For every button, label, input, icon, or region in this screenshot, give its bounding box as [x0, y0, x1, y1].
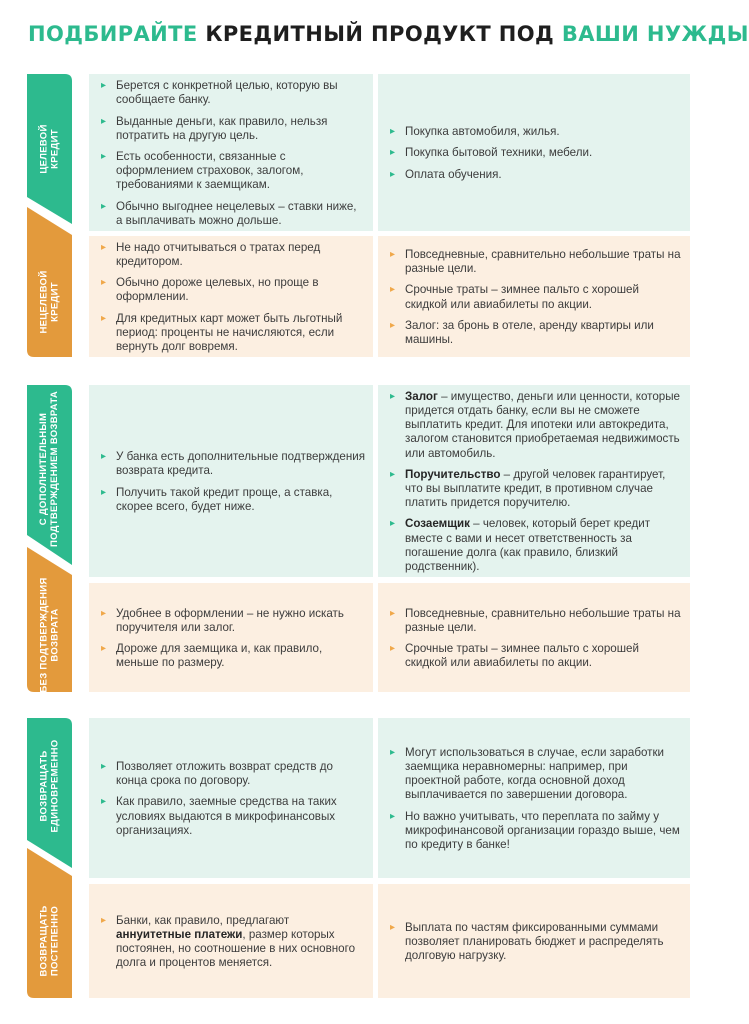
tab-label: ВОЗВРАЩАТЬ ЕДИНОВРЕМЕННО: [38, 739, 61, 833]
untargeted-pros-cell: [89, 236, 373, 357]
term-annuity: аннуитетные платежи: [116, 927, 243, 941]
lump-sum-uses-cell: [378, 718, 690, 878]
list-item: ▸ Выплата по частям фиксированными суммами позволяет планировать бюджет и распределять долговую нагрузку.: [390, 921, 682, 964]
list-item: ▸ У банка есть дополнительные подтверждения возврата кредита.: [101, 450, 365, 478]
tab-without-guarantee: [27, 547, 72, 692]
list-item: ▸ Как правило, заемные средства на таких условиях выдаются в микрофинансовых организациях.: [101, 795, 365, 838]
term-surety: Поручительство: [405, 467, 501, 481]
tab-label: ВОЗВРАЩАТЬ ПОСТЕПЕННО: [38, 905, 61, 977]
lump-sum-pros-cell: [89, 718, 373, 878]
tab-untargeted-credit: [27, 207, 72, 357]
list-item: ▸ Есть особенности, связанные с оформлением страховок, залогом, требованиями к заемщикам.: [101, 150, 365, 193]
list-item: ▸ Повседневные, сравнительно небольшие траты на разные цели.: [390, 248, 682, 276]
tab-installments: [27, 848, 72, 998]
installments-uses-cell: [378, 884, 690, 998]
list-item: ▸ Удобнее в оформлении – не нужно искать поручителя или залог.: [101, 607, 365, 635]
list-item: ▸ Срочные траты – зимнее пальто с хорошей скидкой или авиабилеты по акции.: [390, 642, 682, 670]
list-item: ▸ Срочные траты – зимнее пальто с хорошей скидкой или авиабилеты по акции.: [390, 283, 682, 311]
list-item: ▸ Но важно учитывать, что переплата по займу у микрофинансовой организации гораздо выше, чем по кредиту в банке!: [390, 810, 682, 853]
title-part-2: КРЕДИТНЫЙ ПРОДУКТ ПОД: [205, 22, 555, 46]
list-item: ▸ Поручительство – другой человек гарантирует, что вы выплатите кредит, в противном случае платить придется поручителю.: [390, 468, 682, 511]
guarantee-types-cell: [378, 385, 690, 577]
list-item: ▸ Выданные деньги, как правило, нельзя потратить на другую цель.: [101, 115, 365, 143]
tab-label: ЦЕЛЕВОЙ КРЕДИТ: [38, 124, 61, 174]
term-coborrower: Созаемщик: [405, 517, 470, 531]
list-item: ▸ Залог: за бронь в отеле, аренду квартиры или машины.: [390, 319, 682, 347]
tab-targeted-credit: [27, 74, 72, 224]
installments-pros-cell: [89, 884, 373, 998]
targeted-uses-cell: [378, 74, 690, 231]
title-part-3: ВАШИ НУЖДЫ: [561, 22, 749, 46]
tab-with-guarantee: [27, 385, 72, 565]
list-item: ▸ Берется с конкретной целью, которую вы сообщаете банку.: [101, 79, 365, 107]
list-item: ▸ Дороже для заемщика и, как правило, меньше по размеру.: [101, 642, 365, 670]
list-item: ▸ Повседневные, сравнительно небольшие траты на разные цели.: [390, 607, 682, 635]
list-item: ▸ Обычно дороже целевых, но проще в оформлении.: [101, 276, 365, 304]
no-guarantee-uses-cell: [378, 583, 690, 692]
tab-lump-sum: [27, 718, 72, 868]
tab-label: С ДОПОЛНИТЕЛЬНЫМ ПОДТВЕРЖДЕНИЕМ ВОЗВРАТА: [38, 390, 61, 548]
list-item: ▸ Не надо отчитываться о тратах перед кредитором.: [101, 241, 365, 269]
list-item: ▸ Обычно выгоднее нецелевых – ставки ниже, а выплачивать можно дольше.: [101, 200, 365, 228]
list-item: ▸ Созаемщик – человек, который берет кредит вместе с вами и несет ответственность за погашение долга (как правило, близкий родственник).: [390, 517, 682, 574]
page-title: [28, 22, 749, 46]
list-item: ▸ Могут использоваться в случае, если заработки заемщика неравномерны: например, при проектной работе, когда основной доход выплачивается по завершении договора.: [390, 746, 682, 803]
list-item: ▸ Оплата обучения.: [390, 168, 682, 182]
no-guarantee-pros-cell: [89, 583, 373, 692]
list-item: ▸ Позволяет отложить возврат средств до конца срока по договору.: [101, 760, 365, 788]
list-item: ▸ Покупка бытовой техники, мебели.: [390, 146, 682, 160]
list-item: ▸ Залог – имущество, деньги или ценности, которые придется отдать банку, если вы не сможете выплатить кредит. Для ипотеки или автокредита, залогом становится приобретаемая недвижимость или автомобиль.: [390, 390, 682, 461]
term-collateral: Залог: [405, 389, 438, 403]
list-item: ▸ Получить такой кредит проще, а ставка, скорее всего, будет ниже.: [101, 486, 365, 514]
targeted-pros-cell: [89, 74, 373, 231]
list-item: ▸ Для кредитных карт может быть льготный период: проценты не начисляются, если вернуть долг вовремя.: [101, 312, 365, 355]
tab-label: НЕЦЕЛЕВОЙ КРЕДИТ: [38, 270, 61, 334]
title-part-1: ПОДБИРАЙТЕ: [28, 22, 198, 46]
untargeted-uses-cell: [378, 236, 690, 357]
guarantee-pros-cell: [89, 385, 373, 577]
tab-label: БЕЗ ПОДТВЕРЖДЕНИЯ ВОЗВРАТА: [38, 576, 61, 693]
list-item: ▸ Покупка автомобиля, жилья.: [390, 125, 682, 139]
list-item: ▸ Банки, как правило, предлагают аннуитетные платежи, размер которых постоянен, но соотношение в них основного долга и процентов меняется.: [101, 914, 365, 971]
